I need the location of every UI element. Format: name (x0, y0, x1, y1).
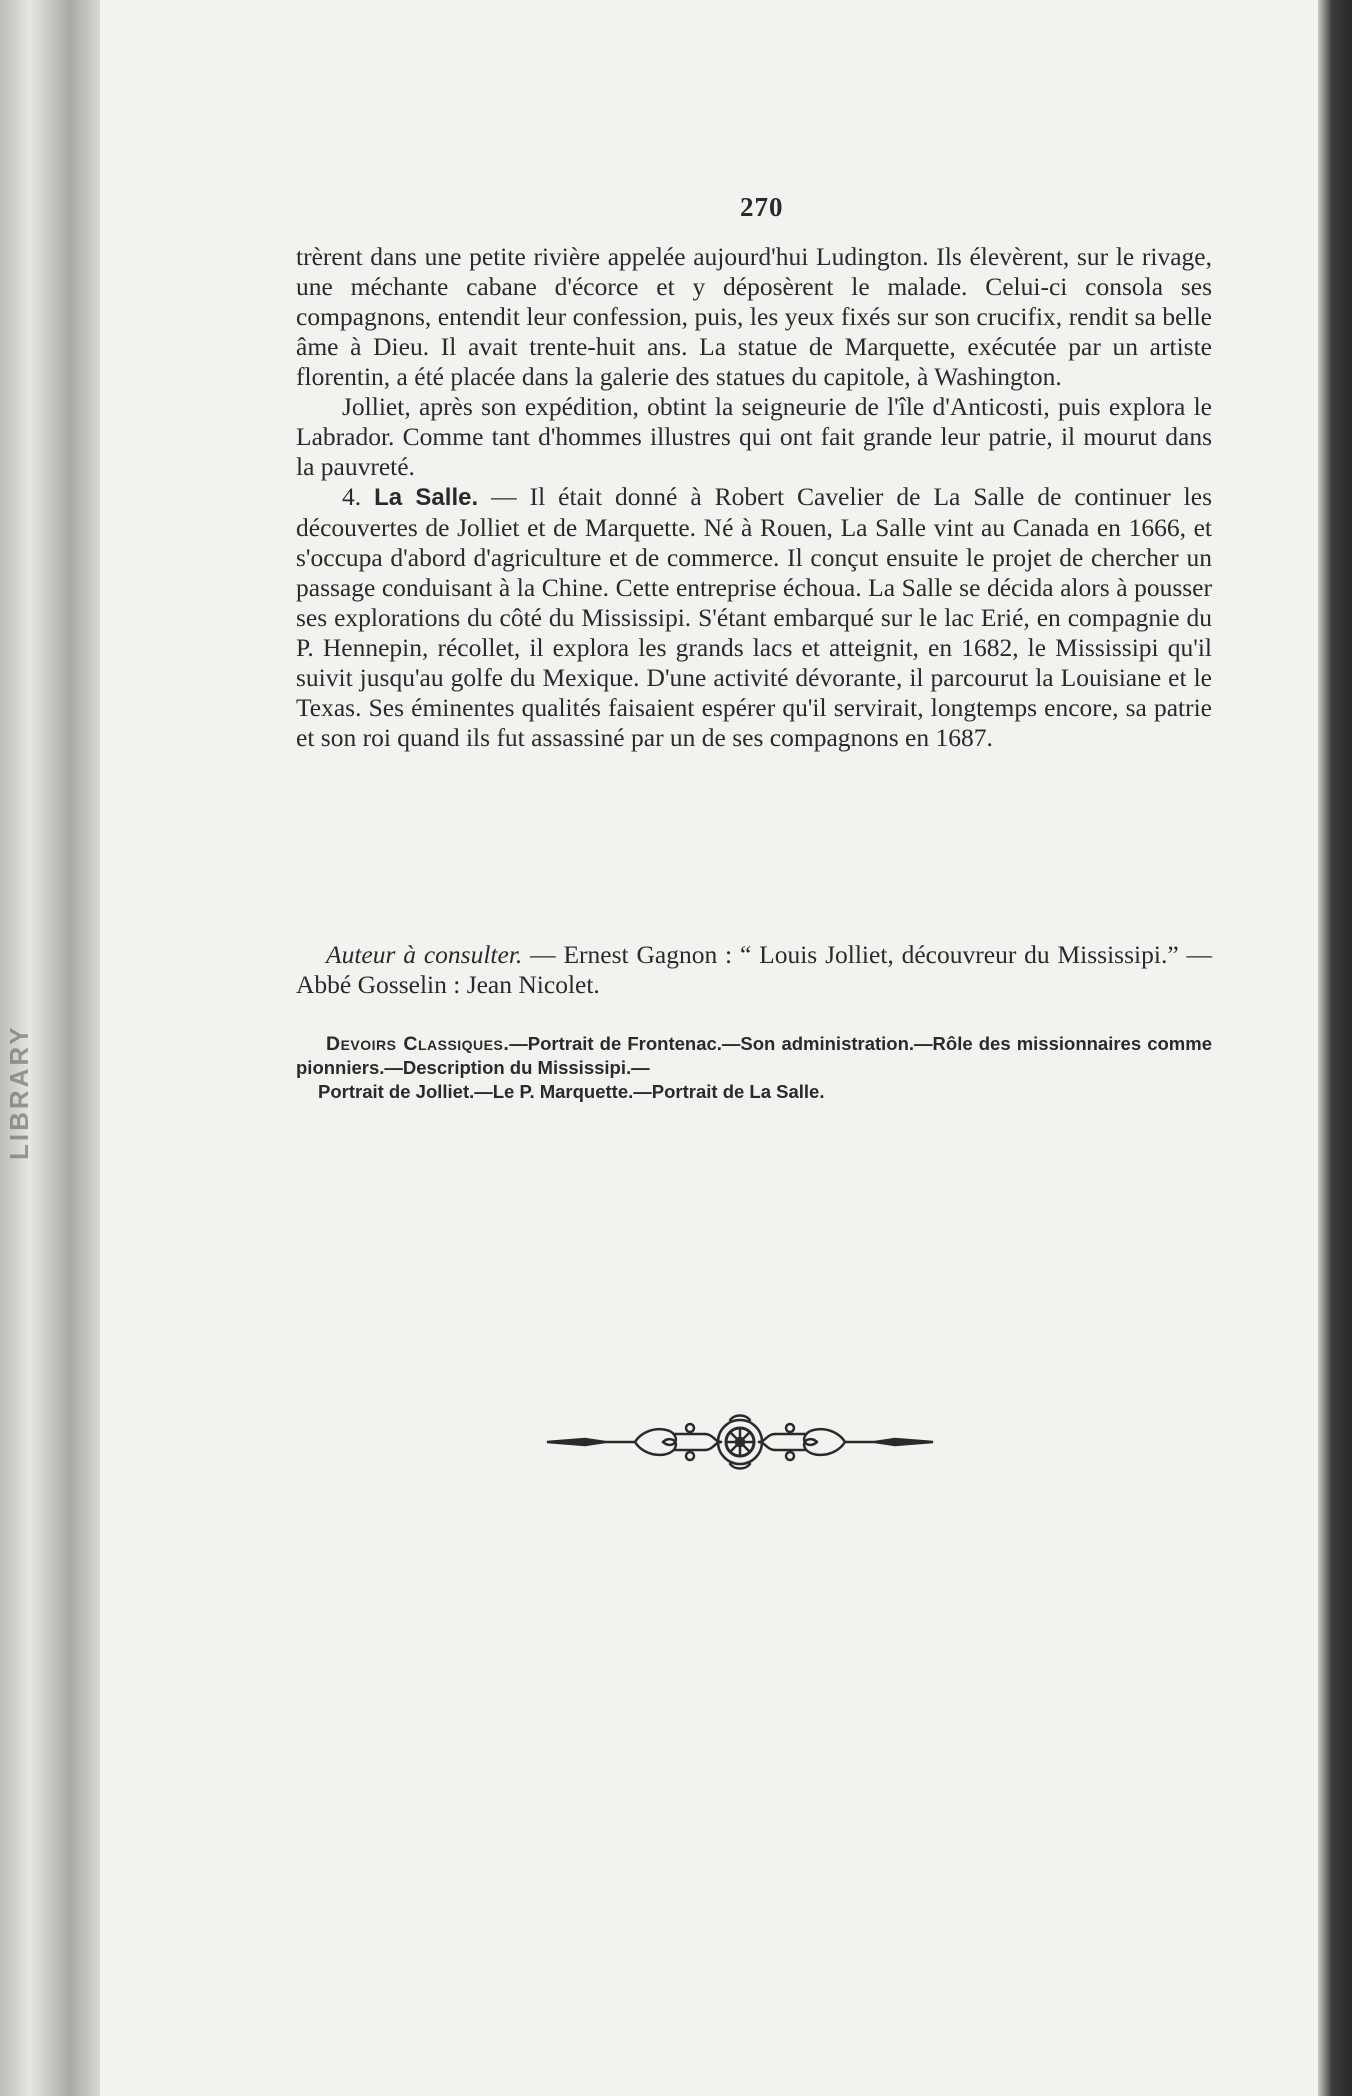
paragraph-la-salle-text: — Il était donné à Robert Cavelier de La Salle de continuer les découvertes de Jolliet et de Marquette. Né à Rouen, La Salle vint au Canada en 1666, et s'occupa d'abord d'agriculture et de commerce. Il conçut ensuite le projet de chercher un passage conduisant à la Chine. Cette entreprise échoua. La Salle se décida alors à pousser ses explorations du côté du Mississipi. S'étant embarqué sur le lac Erié, en compagnie du P. Hennepin, récollet, il explora les grands lacs et atteignit, en 1682, le Mississipi qu'il suivit jusqu'au golfe du Mexique. D'une activité dévorante, il parcourut la Louisiane et le Texas. Ses éminentes qualités faisaient espérer qu'il servirait, longtemps encore, sa patrie et son roi quand ils fut assassiné par un de ses compagnons en 1687. (296, 482, 1212, 752)
exercises-section (296, 1032, 1212, 1104)
exercises-list: —Portrait de Frontenac.—Son administration.—Rôle des missionnaires comme pionniers.—Description du Mississipi.— (296, 1033, 1212, 1078)
section-heading-la-salle: La Salle. (374, 484, 479, 511)
page-number: 270 (740, 192, 784, 222)
paragraph-jolliet: Jolliet, après son expédition, obtint la seigneurie de l'île d'Anticosti, puis explora le Labrador. Comme tant d'hommes illustres qui ont fait grande leur patrie, il mourut dans la pauvreté. (296, 392, 1212, 481)
reference-note (296, 940, 1212, 1000)
book-binding (0, 0, 100, 2096)
reference-text: — Ernest Gagnon : “ Louis Jolliet, découvreur du Mississipi.” — Abbé Gosselin : Jean Nicolet. (296, 940, 1212, 999)
paragraph-marquette-death: trèrent dans une petite rivière appelée aujourd'hui Ludington. Ils élevèrent, sur le rivage, une méchante cabane d'écorce et y déposèrent le malade. Celui-ci consola ses compagnons, entendit leur confession, puis, les yeux fixés sur son crucifix, rendit sa belle âme à Dieu. Il avait trente-huit ans. La statue de Marquette, exécutée par un artiste florentin, a été placée dans la galerie des statues du capitole, à Washington. (296, 242, 1212, 391)
reference-label: Auteur à consulter. (326, 940, 523, 969)
page-right-edge (1318, 0, 1352, 2096)
section-number: 4. (342, 482, 362, 511)
body-text (296, 242, 1212, 753)
decorative-fleuron-icon (545, 1412, 935, 1472)
exercises-label: Devoirs Classiques. (326, 1033, 510, 1055)
binding-library-stamp: LIBRARY (4, 1024, 34, 1160)
exercises-line-1 (296, 1032, 1212, 1080)
paragraph-la-salle (296, 482, 1212, 753)
exercises-line-2: Portrait de Jolliet.—Le P. Marquette.—Portrait de La Salle. (318, 1081, 825, 1102)
